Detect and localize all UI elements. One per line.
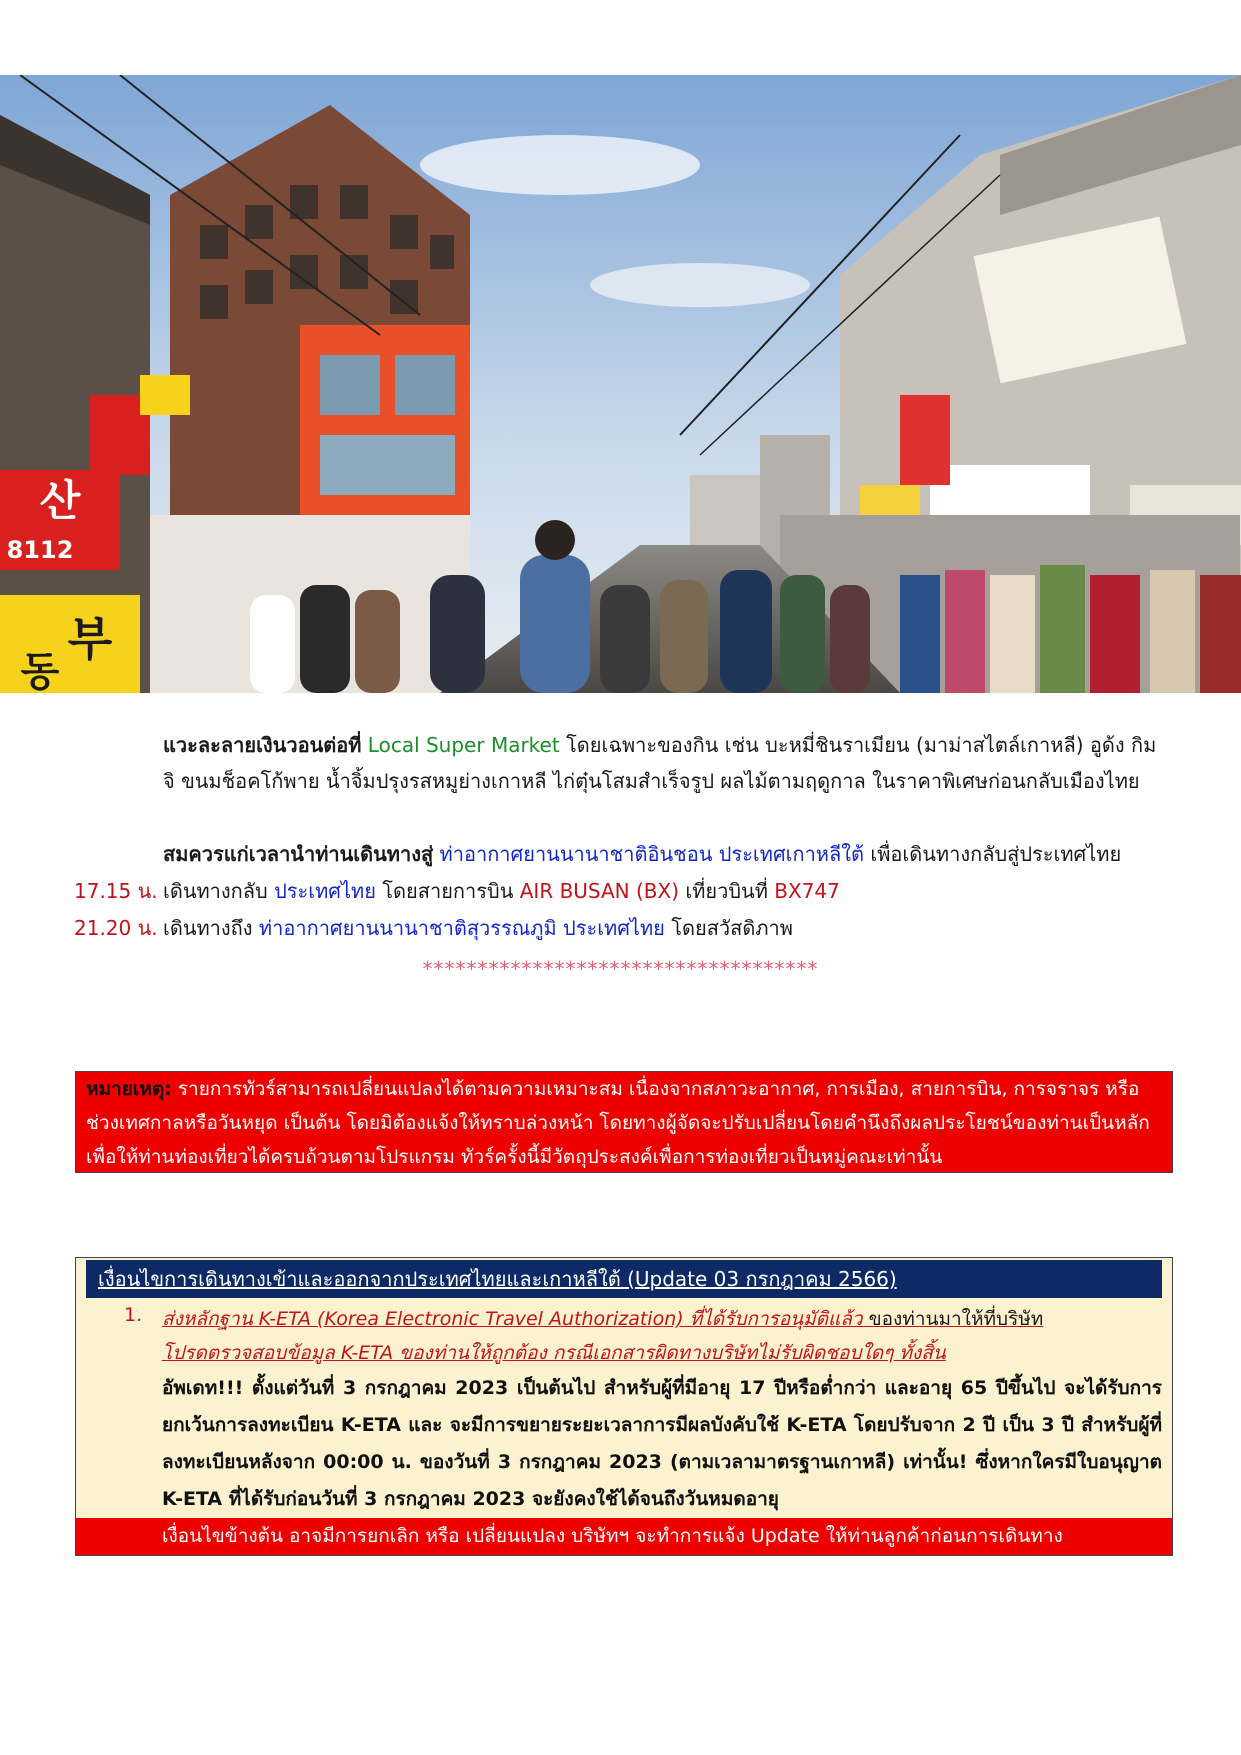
hero-sign-number: 8112 (6, 536, 74, 564)
itinerary-text (163, 836, 1163, 872)
hero-sign-char-2: 동 (20, 649, 60, 693)
condition-number: 1. (124, 1304, 143, 1326)
segment: เพื่อเดินทางกลับสู่ประเทศไทย (864, 842, 1122, 866)
segment: เที่ยวบินที่ (679, 879, 775, 903)
conditions-footer: เงื่อนไขข้างต้น อาจมีการยกเลิก หรือ เปลี่ยนแปลง บริษัทฯ จะทำการแจ้ง Update ให้ท่านลูกค้าก่อนการเดินทาง (76, 1518, 1172, 1555)
itinerary-bold-lead: สมควรแก่เวลานำท่านเดินทางสู่ (163, 842, 434, 866)
hero-photo (0, 75, 1241, 693)
street-scene-illustration (0, 75, 1241, 693)
hero-sign-char-1: 부 (67, 612, 113, 666)
k-eta-link-text: ส่งหลักฐาน K-ETA (Korea Electronic Travel Authorization) ที่ได้รับการอนุมัติแล้ว (162, 1308, 863, 1330)
segment: โดยสายการบิน (375, 879, 520, 903)
itinerary-text (163, 873, 1163, 909)
itinerary-text (163, 727, 1163, 799)
k-eta-requirement (162, 1304, 1043, 1334)
segment-airline: AIR BUSAN (BX) (519, 879, 680, 903)
segment-suvarnabhumi-airport: ท่าอากาศยานนานาชาติสุวรรณภูมิ ประเทศไทย (258, 916, 665, 940)
segment: เดินทางกลับ (163, 879, 275, 903)
conditions-header: เงื่อนไขการเดินทางเข้าและออกจากประเทศไทยและเกาหลีใต้ (Update 03 กรกฎาคม 2566) (86, 1260, 1162, 1298)
k-eta-warning: โปรดตรวจสอบข้อมูล K-ETA ของท่านให้ถูกต้อง กรณีเอกสารผิดทางบริษัทไม่รับผิดชอบใดๆ ทั้งสิ้น (162, 1342, 946, 1364)
itinerary-time: 21.20 น. (74, 916, 158, 940)
segment: เดินทางถึง (163, 916, 259, 940)
segment-flight-number: BX747 (774, 879, 840, 903)
segment: โดยเฉพาะของกิน เช่น บะหมี่ชินราเมียน (มาม่าสไตล์เกาหลี) อูด้ง กิมจิ ขนมช็อคโก้พาย น้ำจิ้มปรุงรสหมูย่างเกาหลี ไก่ตุ๋นโสมสำเร็จรูป ผลไม้ตามฤดูกาล ในราคาพิเศษก่อนกลับเมืองไทย (163, 733, 1157, 793)
itinerary-text (163, 910, 1163, 946)
segment: โดยสวัสดิภาพ (664, 916, 793, 940)
travel-conditions-box (75, 1257, 1173, 1556)
itinerary-time: 17.15 น. (74, 879, 158, 903)
itinerary-row-1 (0, 727, 1241, 837)
segment-local-super-market: Local Super Market (367, 733, 560, 757)
remark-box (75, 1071, 1173, 1173)
segment-thailand: ประเทศไทย (274, 879, 376, 903)
remark-text: รายการทัวร์สามารถเปลี่ยนแปลงได้ตามความเหมาะสม เนื่องจากสภาวะอากาศ, การเมือง, สายการบิน, การจราจร หรือช่วงเทศกาลหรือวันหยุด เป็นต้น โดยมิต้องแจ้งให้ทราบล่วงหน้า โดยทางผู้จัดจะปรับเปลี่ยนโดยคำนึงถึงผลประโยชน์ของท่านเป็นหลัก เพื่อให้ท่านท่องเที่ยวได้ครบถ้วนตามโปรแกรม ทัวร์ครั้งนี้มีวัตถุประสงค์เพื่อการท่องเที่ยวเป็นหมู่คณะเท่านั้น (86, 1078, 1150, 1168)
k-eta-rest-text: ของท่านมาให้ที่บริษัท (862, 1308, 1044, 1330)
segment-incheon-airport: ท่าอากาศยานนานาชาติอินชอน ประเทศเกาหลีใต้ (439, 842, 865, 866)
separator-stars: ************************************ (422, 957, 819, 981)
k-eta-update: อัพเดท!!! ตั้งแต่วันที่ 3 กรกฎาคม 2023 เป็นต้นไป สำหรับผู้ที่มีอายุ 17 ปีหรือต่ำกว่า และอายุ 65 ปีขึ้นไป จะได้รับการยกเว้นการลงทะเบียน K-ETA และ จะมีการขยายระยะเวลาการมีผลบังคับใช้ K-ETA โดยปรับจาก 2 ปี เป็น 3 ปี สำหรับผู้ที่ลงทะเบียนหลังจาก 00:00 น. ของวันที่ 3 กรกฎาคม 2023 (ตามเวลามาตรฐานเกาหลี) เท่านั้น! ซึ่งหากใครมีใบอนุญาต K-ETA ที่ได้รับก่อนวันที่ 3 กรกฎาคม 2023 จะยังคงใช้ได้จนถึงวันหมดอายุ (162, 1377, 1162, 1510)
hero-sign-char-3: 산 (39, 476, 81, 525)
itinerary-bold-lead: แวะละลายเงินวอนต่อที่ (163, 733, 362, 757)
remark-label: หมายเหตุ: (86, 1078, 172, 1100)
